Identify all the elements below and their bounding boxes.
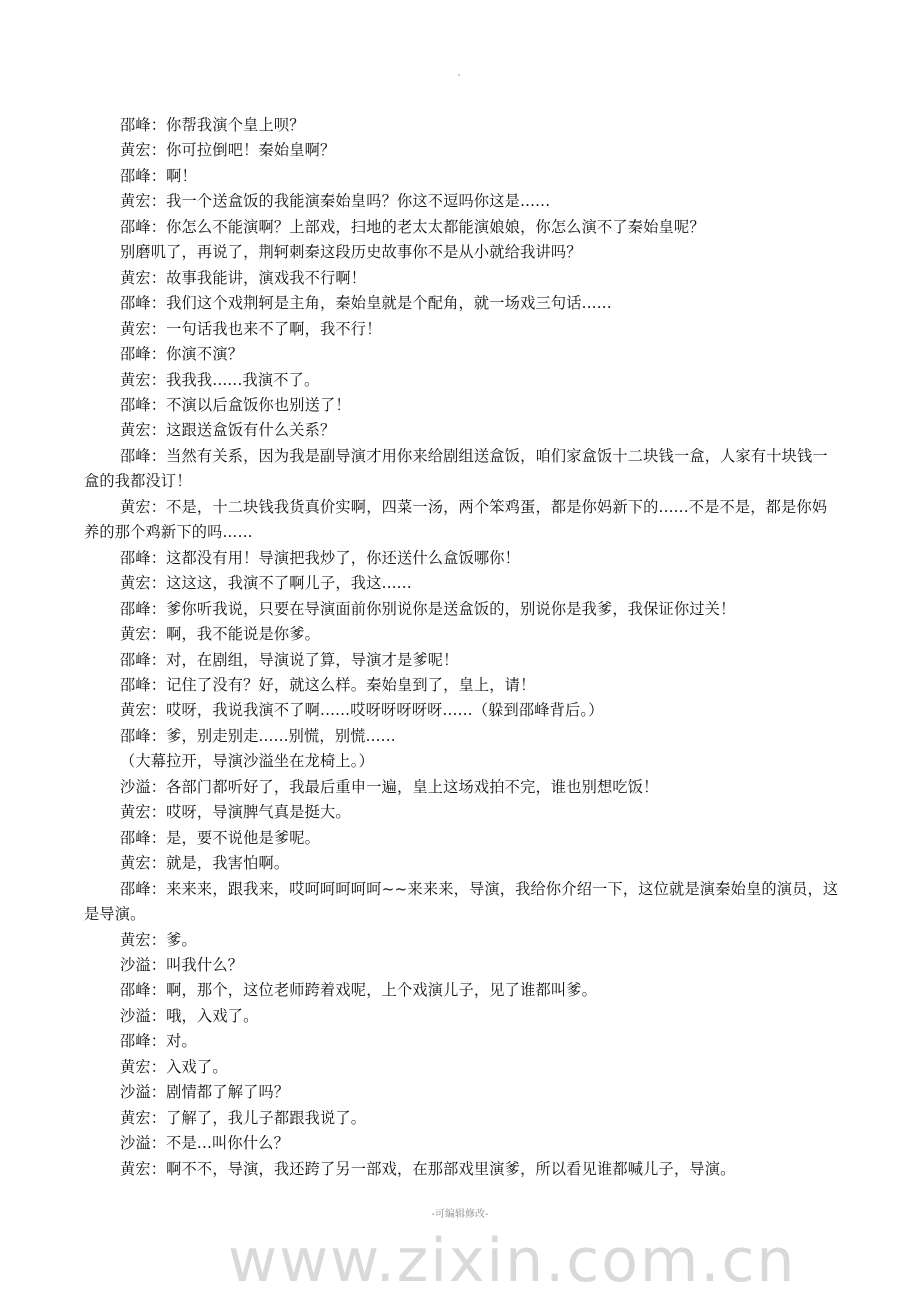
dialogue-line: 邵峰：记住了没有？好，就这么样。秦始皇到了，皇上，请！	[120, 675, 536, 694]
dialogue-line: 黄宏：这跟送盒饭有什么关系？	[120, 421, 336, 440]
dialogue-line: 邵峰：这都没有用！导演把我炒了，你还送什么盒饭哪你！	[120, 548, 521, 567]
dialogue-line: 黄宏：这这这，我演不了啊儿子，我这......	[120, 574, 412, 593]
dialogue-line: 沙溢：哦，入戏了。	[120, 1006, 259, 1025]
dialogue-line: 邵峰：啊！	[120, 166, 197, 185]
dialogue-line: 邵峰：你演不演？	[120, 345, 244, 364]
dialogue-line: 黄宏：我一个送盒饭的我能演秦始皇吗？你这不逗吗你这是......	[120, 192, 551, 211]
page-footer: -可编辑修改-	[431, 1209, 489, 1220]
dialogue-line: 别磨叽了，再说了，荆轲刺秦这段历史故事你不是从小就给我讲吗？	[120, 243, 582, 262]
dialogue-line: 黄宏：不是，十二块钱我货真价实啊，四菜一汤，两个笨鸡蛋，都是你妈新下的......不是不是，都是你妈养的那个鸡新下的吗......	[84, 497, 828, 542]
dialogue-line: 黄宏：我我我......我演不了。	[120, 370, 320, 389]
dialogue-line: 邵峰：你怎么不能演啊？上部戏，扫地的老太太都能演娘娘，你怎么演不了秦始皇呢？	[120, 217, 705, 236]
dialogue-line: 沙溢：各部门都听好了，我最后重申一遍，皇上这场戏拍不完，谁也别想吃饭！	[120, 777, 659, 796]
dialogue-line: 邵峰：是，要不说他是爹呢。	[120, 828, 321, 847]
dialogue-line: 黄宏：故事我能讲，演戏我不行啊！	[120, 268, 367, 287]
dialogue-line: 黄宏：哎呀，导演脾气真是挺大。	[120, 803, 351, 822]
dialogue-line: 邵峰：来来来，跟我来，哎呵呵呵呵呵~~来来来，导演，我给你介绍一下，这位就是演秦始皇的演员，这是导演。	[84, 879, 839, 924]
dialogue-line: 沙溢：叫我什么？	[120, 955, 244, 974]
dialogue-line: 邵峰：爹，别走别走......别慌，别慌......	[120, 726, 396, 745]
dialogue-line: 黄宏：就是，我害怕啊。	[120, 854, 290, 873]
dialogue-line: 邵峰：对，在剧组，导演说了算，导演才是爹呢！	[120, 650, 459, 669]
header-dot	[458, 74, 460, 76]
dialogue-line: 邵峰：不演以后盒饭你也别送了！	[120, 395, 351, 414]
dialogue-line: （大幕拉开，导演沙溢坐在龙椅上。）	[120, 752, 374, 771]
dialogue-line: 黄宏：啊，我不能说是你爹。	[120, 625, 321, 644]
dialogue-line: 黄宏：一句话我也来不了啊，我不行！	[120, 319, 382, 338]
script-text	[84, 113, 840, 1182]
dialogue-line: 邵峰：对。	[120, 1032, 197, 1051]
dialogue-line: 邵峰：我们这个戏荆轲是主角，秦始皇就是个配角，就一场戏三句话......	[120, 294, 612, 313]
dialogue-line: 沙溢：不是...叫你什么？	[120, 1134, 289, 1153]
dialogue-line: 邵峰：啊，那个，这位老师跨着戏呢，上个戏演儿子，见了谁都叫爹。	[120, 981, 598, 1000]
dialogue-line: 黄宏：了解了，我儿子都跟我说了。	[120, 1108, 367, 1127]
dialogue-line: 沙溢：剧情都了解了吗？	[120, 1083, 290, 1102]
dialogue-line: 黄宏：啊不不，导演，我还跨了另一部戏，在那部戏里演爹，所以看见谁都喊儿子，导演。	[120, 1159, 736, 1178]
dialogue-line: 黄宏：爹。	[120, 930, 197, 949]
dialogue-line: 黄宏：你可拉倒吧！秦始皇啊？	[120, 141, 336, 160]
watermark: www.zixin.com.cn	[228, 1226, 797, 1296]
dialogue-line: 黄宏：入戏了。	[120, 1057, 228, 1076]
dialogue-line: 邵峰：爹你听我说，只要在导演面前你别说你是送盒饭的，别说你是我爹，我保证你过关！	[120, 599, 736, 618]
dialogue-line: 邵峰：当然有关系，因为我是副导演才用你来给剧组送盒饭，咱们家盒饭十二块钱一盒，人家有十块钱一盒的我都没订！	[84, 446, 828, 491]
dialogue-line: 黄宏：哎呀，我说我演不了啊......哎呀呀呀呀呀......（躲到邵峰背后。）	[120, 701, 604, 720]
dialogue-line: 邵峰：你帮我演个皇上呗？	[120, 116, 305, 134]
